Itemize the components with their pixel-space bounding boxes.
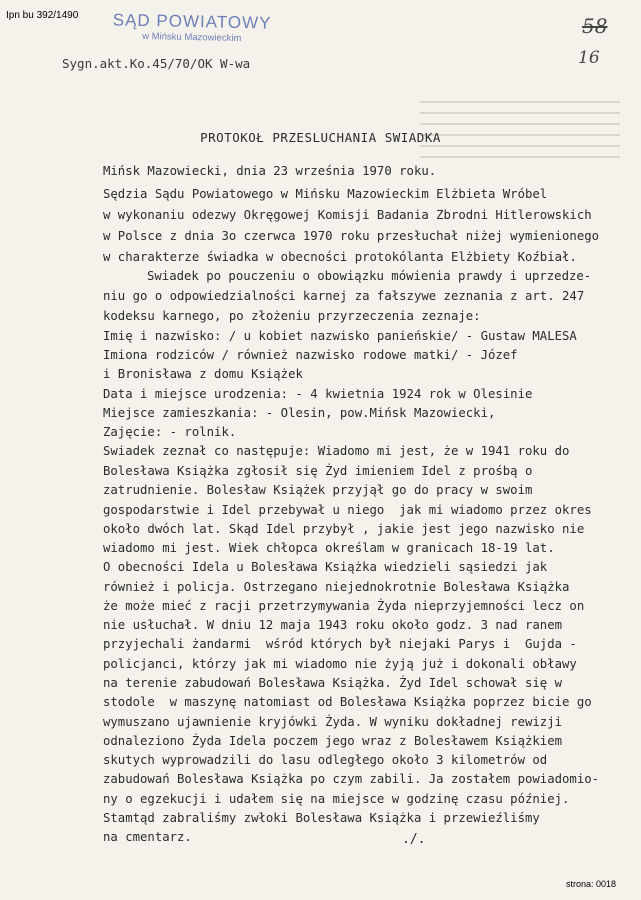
text-line: O obecności Idela u Bolesława Książka wiedzieli sąsiedzi jak xyxy=(103,560,548,574)
text-line: Imię i nazwisko: / u kobiet nazwisko panieńskie/ - Gustaw MALESA xyxy=(103,329,577,343)
handwritten-page-number: 16 xyxy=(578,48,600,68)
page-footer: strona: 0018 xyxy=(566,879,617,889)
text-line: Sędzia Sądu Powiatowego w Mińsku Mazowieckim Elżbieta Wróbel xyxy=(103,187,548,201)
closing-mark: ./. xyxy=(402,832,426,847)
text-line: Swiadek zeznał co następuje: Wiadomo mi jest, że w 1941 roku do xyxy=(103,444,570,458)
text-line: i Bronisława z domu Książek xyxy=(103,367,303,381)
text-line: zatrudnienie. Bolesław Książek przyjął go do pracy w swoim xyxy=(103,483,533,497)
text-line: Swiadek po pouczeniu o obowiązku mówienia prawdy i uprzedze- xyxy=(147,269,592,283)
text-line: gospodarstwie i Idel przebywał u niego jak mi wiadomo przez okres xyxy=(103,503,592,517)
text-line: skutych wyprowadzili do lasu odległego około 3 kilometrów od xyxy=(103,753,548,767)
text-line: niu go o odpowiedzialności karnej za fałszywe zeznania z art. 247 xyxy=(103,289,585,303)
text-line: wiadomo mi jest. Wiek chłopca określam w granicach 18-19 lat. xyxy=(103,541,555,555)
text-line: około dwóch lat. Skąd Idel przybył , jakie jest jego nazwisko nie xyxy=(103,522,585,536)
text-line: wymuszano ujawnienie kryjówki Żyda. W wyniku dokładnej rewizji xyxy=(103,715,563,729)
court-stamp xyxy=(112,10,273,44)
text-line: odnaleziono Żyda Idela poczem jego wraz z Bolesławem Książkiem xyxy=(103,734,563,748)
text-line: stodole w maszynę natomiast od Bolesława Książka poprzez bicie go xyxy=(103,695,592,709)
text-line: Mińsk Mazowiecki, dnia 23 września 1970 roku. xyxy=(103,164,437,178)
text-line: Stamtąd zabraliśmy zwłoki Bolesława Książka i przewieźliśmy xyxy=(103,811,540,825)
stamp-court-name: SĄD POWIATOWY xyxy=(112,10,272,33)
text-line: Bolesława Książka zgłosił się Żyd imieniem Idel z prośbą o xyxy=(103,464,533,478)
document-title: PROTOKOŁ PRZESLUCHANIA SWIADKA xyxy=(200,130,441,145)
text-line: zabudowań Bolesława Książka po czym zabili. Ja zostałem powiadomio- xyxy=(103,772,600,786)
text-line: w wykonaniu odezwy Okręgowej Komisji Badania Zbrodni Hitlerowskich xyxy=(103,208,592,222)
case-signature: Sygn.akt.Ko.45/70/OK W-wa xyxy=(62,56,251,71)
text-line: policjanci, którzy jak mi wiadomo nie żyją już i dokonali obławy xyxy=(103,657,577,671)
text-line: Data i miejsce urodzenia: - 4 kwietnia 1924 rok w Olesinie xyxy=(103,387,533,401)
text-line: ny o egzekucji i udałem się na miejsce w godzinę czasu później. xyxy=(103,792,570,806)
text-line: że może mieć z racji przetrzymywania Żyda nieprzyjemności lecz on xyxy=(103,599,585,613)
text-line: na terenie zabudowań Bolesława Książka. Żyd Idel schował się w xyxy=(103,676,563,690)
text-line: na cmentarz. xyxy=(103,830,192,844)
archive-reference: Ipn bu 392/1490 xyxy=(6,10,79,21)
text-line: w charakterze świadka w obecności protokólanta Elżbiety Koźbiał. xyxy=(103,250,577,264)
text-line: Imiona rodziców / również nazwisko rodowe matki/ - Józef xyxy=(103,348,518,362)
text-line: w Polsce z dnia 3o czerwca 1970 roku przesłuchał niżej wymienionego xyxy=(103,229,600,243)
text-line: kodeksu karnego, po złożeniu przyrzeczenia zeznaje: xyxy=(103,309,481,323)
text-line: Miejsce zamieszkania: - Olesin, pow.Mińsk Mazowiecki, xyxy=(103,406,496,420)
text-line: przyjechali żandarmi wśród których był niejaki Parys i Gujda - xyxy=(103,637,577,651)
struck-page-number: 58 xyxy=(582,14,608,38)
text-line: nie usłuchał. W dniu 12 maja 1943 roku około godz. 3 nad ranem xyxy=(103,618,563,632)
text-line: również i policja. Ostrzegano niejednokrotnie Bolesława Książka xyxy=(103,580,570,594)
stamp-court-location: w Mińsku Mazowieckim xyxy=(142,30,242,45)
text-line: Zajęcie: - rolnik. xyxy=(103,425,237,439)
